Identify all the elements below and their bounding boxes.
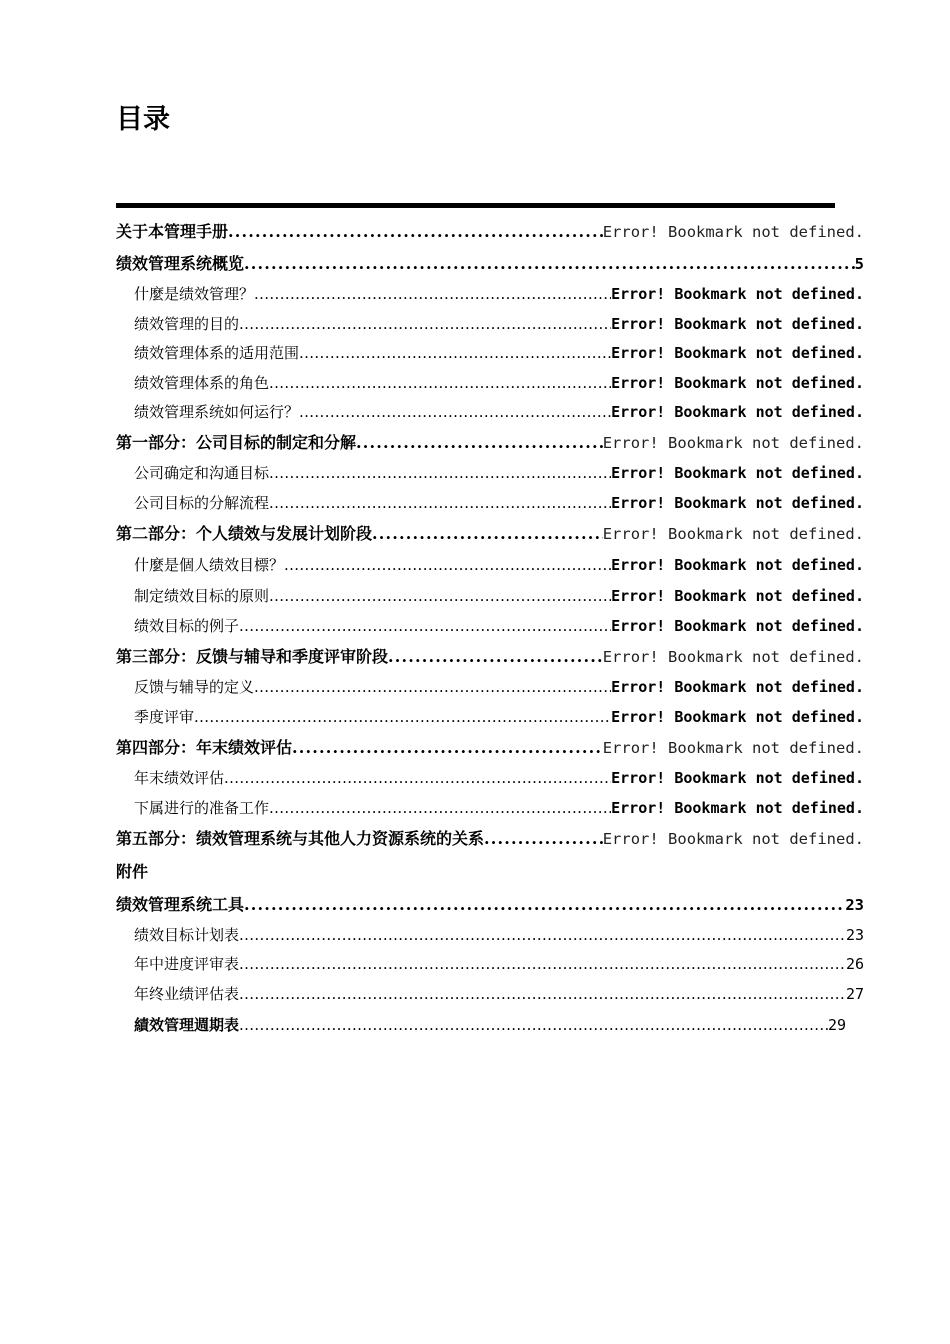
leader-dots — [239, 951, 846, 977]
toc-entry-page: Error! Bookmark not defined. — [611, 708, 864, 726]
leader-dots — [269, 795, 611, 821]
toc-entry[interactable] — [134, 340, 864, 366]
toc-entry-page: Error! Bookmark not defined. — [611, 799, 864, 817]
toc-entry-page: 23 — [845, 896, 864, 914]
toc-entry-label: 績效管理週期表 — [134, 1016, 240, 1034]
toc-entry-page: Error! Bookmark not defined. — [611, 494, 864, 512]
toc-entry-label: 什麼是個人绩效目標？ — [134, 556, 285, 574]
leader-dots — [372, 521, 603, 547]
leader-dots — [299, 340, 611, 366]
toc-entry-page: Error! Bookmark not defined. — [602, 223, 864, 241]
leader-dots — [284, 552, 611, 578]
leader-dots — [269, 583, 611, 609]
leader-dots — [224, 765, 611, 791]
toc-entry-page: 23 — [845, 926, 864, 944]
leader-dots — [244, 892, 845, 918]
toc-entry[interactable] — [116, 251, 864, 277]
leader-dots — [356, 430, 603, 456]
toc-entry[interactable] — [134, 490, 864, 516]
toc-entry-label: 公司目标的分解流程 — [134, 494, 270, 512]
toc-entry-page: 29 — [827, 1016, 846, 1034]
toc-entry-page: Error! Bookmark not defined. — [611, 556, 864, 574]
leader-dots — [484, 826, 603, 852]
toc-entry[interactable] — [116, 735, 864, 761]
toc-entry[interactable] — [134, 311, 864, 337]
toc-entry-page: 27 — [845, 985, 864, 1003]
toc-entry-page: Error! Bookmark not defined. — [602, 434, 864, 452]
toc-entry[interactable] — [134, 583, 864, 609]
toc-entry-page: Error! Bookmark not defined. — [611, 403, 864, 421]
leader-dots — [228, 219, 603, 245]
toc-entry-page: Error! Bookmark not defined. — [602, 739, 864, 757]
leader-dots — [244, 251, 855, 277]
leader-dots — [269, 370, 611, 396]
toc-entry-label: 第二部分：个人绩效与发展计划阶段 — [116, 524, 373, 543]
toc-entry-page: Error! Bookmark not defined. — [602, 525, 864, 543]
appendix-heading: 附件 — [116, 862, 149, 881]
leader-dots — [239, 613, 611, 639]
toc-entry-label: 绩效目标计划表 — [134, 926, 240, 944]
toc-entry[interactable] — [134, 552, 864, 578]
toc-entry-page: Error! Bookmark not defined. — [602, 648, 864, 666]
leader-dots — [239, 311, 611, 337]
leader-dots — [239, 981, 846, 1007]
toc-entry-page: Error! Bookmark not defined. — [611, 587, 864, 605]
toc-entry[interactable] — [134, 370, 864, 396]
toc-entry-label: 年终业绩评估表 — [134, 985, 240, 1003]
toc-entry-label: 第三部分：反馈与辅导和季度评审阶段 — [116, 647, 389, 666]
leader-dots — [194, 704, 611, 730]
leader-dots — [269, 460, 611, 486]
toc-entry-page: Error! Bookmark not defined. — [611, 344, 864, 362]
toc-entry-page: Error! Bookmark not defined. — [611, 315, 864, 333]
leader-dots — [269, 490, 611, 516]
toc-entry[interactable] — [116, 826, 864, 852]
leader-dots — [299, 399, 611, 425]
toc-entry[interactable] — [116, 219, 864, 245]
toc-entry[interactable] — [134, 981, 864, 1007]
leader-dots — [239, 1012, 828, 1038]
page-title: 目录 — [116, 104, 170, 135]
toc-entry-label: 绩效目标的例子 — [134, 617, 240, 635]
toc-entry-label: 制定绩效目标的原则 — [134, 587, 270, 605]
toc-entry-page: Error! Bookmark not defined. — [611, 285, 864, 303]
toc-entry[interactable] — [134, 765, 864, 791]
toc-entry[interactable] — [134, 704, 864, 730]
toc-entry[interactable] — [116, 521, 864, 547]
toc-entry-label: 下属进行的准备工作 — [134, 799, 270, 817]
toc-entry[interactable] — [134, 674, 864, 700]
toc-entry[interactable] — [134, 460, 864, 486]
toc-entry[interactable] — [134, 795, 864, 821]
toc-entry-page: 5 — [854, 255, 864, 273]
toc-entry-page: 26 — [845, 955, 864, 973]
toc-entry-label: 公司确定和沟通目标 — [134, 464, 270, 482]
toc-entry[interactable] — [116, 892, 864, 918]
toc-entry[interactable] — [134, 951, 864, 977]
toc-entry[interactable] — [134, 1012, 846, 1038]
toc-entry-label: 绩效管理体系的角色 — [134, 374, 270, 392]
leader-dots — [254, 674, 611, 700]
toc-entry-label: 第一部分：公司目标的制定和分解 — [116, 433, 357, 452]
toc-entry-page: Error! Bookmark not defined. — [611, 678, 864, 696]
toc-entry-page: Error! Bookmark not defined. — [611, 464, 864, 482]
leader-dots — [239, 922, 846, 948]
toc-entry-label: 季度评审 — [134, 708, 195, 726]
toc-entry-label: 年末绩效评估 — [134, 769, 225, 787]
toc-entry-page: Error! Bookmark not defined. — [611, 617, 864, 635]
toc-entry-label: 绩效管理系统概览 — [116, 254, 245, 273]
toc-entry-label: 关于本管理手册 — [116, 222, 229, 241]
toc-entry[interactable] — [134, 281, 864, 307]
toc-entry[interactable] — [134, 922, 864, 948]
toc-entry-page: Error! Bookmark not defined. — [611, 374, 864, 392]
toc-entry[interactable] — [116, 644, 864, 670]
toc-entry-label: 绩效管理体系的适用范围 — [134, 344, 300, 362]
toc-entry-label: 反馈与辅导的定义 — [134, 678, 255, 696]
toc-entry-label: 什麼是绩效管理？ — [134, 285, 255, 303]
toc-entry-page: Error! Bookmark not defined. — [611, 769, 864, 787]
toc-entry[interactable] — [134, 613, 864, 639]
toc-entry[interactable] — [134, 399, 864, 425]
toc-entry-label: 第四部分：年末绩效评估 — [116, 738, 293, 757]
toc-entry-page: Error! Bookmark not defined. — [602, 830, 864, 848]
leader-dots — [388, 644, 603, 670]
toc-entry-label: 年中进度评审表 — [134, 955, 240, 973]
toc-entry-label: 绩效管理系统如何运行？ — [134, 403, 300, 421]
toc-entry-label: 绩效管理的目的 — [134, 315, 240, 333]
leader-dots — [292, 735, 603, 761]
toc-entry[interactable] — [116, 430, 864, 456]
leader-dots — [254, 281, 611, 307]
toc-entry-label: 绩效管理系统工具 — [116, 895, 245, 914]
toc-entry-label: 第五部分：绩效管理系统与其他人力资源系统的关系 — [116, 829, 485, 848]
